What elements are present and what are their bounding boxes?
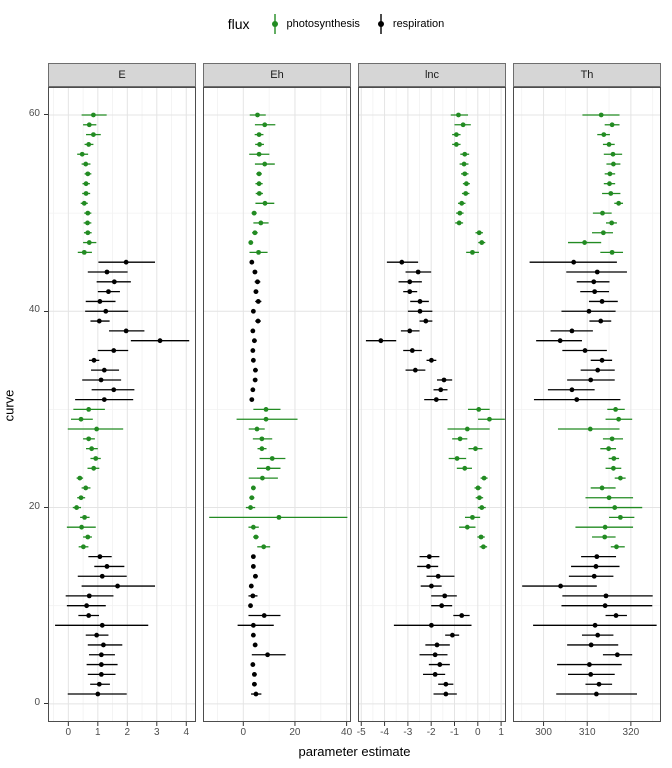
estimate-point — [429, 623, 434, 628]
estimate-point — [611, 466, 616, 471]
estimate-point — [407, 289, 412, 294]
estimate-point — [85, 211, 90, 216]
estimate-point — [418, 299, 423, 304]
estimate-point — [99, 652, 104, 657]
estimate-point — [426, 564, 431, 569]
estimate-point — [259, 446, 264, 451]
estimate-point — [465, 525, 470, 530]
estimate-point — [248, 505, 253, 510]
legend-label: respiration — [392, 18, 445, 30]
estimate-point — [611, 456, 616, 461]
estimate-point — [99, 378, 104, 383]
y-tick-label: 20 — [28, 500, 40, 512]
estimate-point — [91, 466, 96, 471]
estimate-point — [407, 279, 412, 284]
estimate-point — [558, 584, 563, 589]
estimate-point — [599, 113, 604, 118]
estimate-point — [442, 378, 447, 383]
estimate-point — [253, 270, 258, 275]
estimate-point — [423, 319, 428, 324]
estimate-point — [115, 584, 120, 589]
estimate-point — [611, 162, 616, 167]
estimate-point — [265, 652, 270, 657]
estimate-point — [262, 162, 267, 167]
estimate-point — [84, 603, 89, 608]
estimate-point — [595, 368, 600, 373]
estimate-point — [253, 643, 258, 648]
estimate-point — [456, 113, 461, 118]
facet-strip-Eh: Eh — [203, 63, 351, 87]
estimate-point — [399, 260, 404, 265]
estimate-point — [79, 495, 84, 500]
estimate-point — [418, 309, 423, 314]
x-tick-label: 300 — [535, 727, 552, 738]
estimate-point — [600, 211, 605, 216]
estimate-point — [254, 692, 259, 697]
estimate-point — [253, 378, 258, 383]
estimate-point — [587, 662, 592, 667]
estimate-point — [264, 417, 269, 422]
estimate-point — [84, 191, 89, 196]
estimate-point — [252, 682, 257, 687]
estimate-point — [587, 309, 592, 314]
x-tick-label: 1 — [95, 727, 101, 738]
estimate-point — [457, 211, 462, 216]
estimate-point — [251, 358, 256, 363]
estimate-point — [250, 387, 255, 392]
estimate-point — [455, 456, 460, 461]
estimate-point — [105, 270, 110, 275]
estimate-point — [251, 486, 256, 491]
estimate-point — [434, 397, 439, 402]
estimate-point — [571, 260, 576, 265]
estimate-point — [588, 672, 593, 677]
panel-Eh — [203, 87, 351, 727]
estimate-point — [253, 368, 258, 373]
estimate-point — [158, 338, 163, 343]
estimate-point — [588, 427, 593, 432]
y-tick-label: 0 — [34, 696, 40, 708]
estimate-point — [250, 348, 255, 353]
estimate-point — [454, 132, 459, 137]
estimate-point — [257, 171, 262, 176]
estimate-point — [437, 662, 442, 667]
x-tick-label: 20 — [289, 727, 301, 738]
estimate-point — [257, 152, 262, 157]
facet-strip-lnc: lnc — [358, 63, 506, 87]
estimate-point — [111, 387, 116, 392]
y-tick-mark — [44, 703, 48, 704]
estimate-point — [255, 279, 260, 284]
estimate-point — [253, 230, 258, 235]
pointrange-key-icon — [376, 12, 386, 36]
estimate-point — [610, 436, 615, 441]
estimate-point — [249, 397, 254, 402]
estimate-point — [459, 613, 464, 618]
estimate-point — [94, 427, 99, 432]
estimate-point — [251, 633, 256, 638]
estimate-point — [614, 544, 619, 549]
estimate-point — [439, 603, 444, 608]
estimate-point — [85, 535, 90, 540]
estimate-point — [249, 260, 254, 265]
estimate-point — [257, 181, 262, 186]
estimate-point — [615, 652, 620, 657]
estimate-point — [86, 407, 91, 412]
estimate-point — [614, 613, 619, 618]
estimate-point — [462, 152, 467, 157]
estimate-point — [93, 456, 98, 461]
estimate-point — [618, 515, 623, 520]
estimate-point — [256, 299, 261, 304]
estimate-point — [82, 250, 87, 255]
estimate-point — [251, 623, 256, 628]
estimate-point — [582, 240, 587, 245]
estimate-point — [477, 230, 482, 235]
estimate-point — [263, 201, 268, 206]
estimate-point — [610, 250, 615, 255]
estimate-point — [608, 171, 613, 176]
estimate-point — [257, 191, 262, 196]
estimate-point — [84, 181, 89, 186]
estimate-point — [112, 279, 117, 284]
estimate-point — [256, 319, 261, 324]
panel-Th — [513, 87, 661, 727]
estimate-point — [598, 319, 603, 324]
estimate-point — [254, 289, 259, 294]
estimate-point — [87, 240, 92, 245]
y-axis-title: curve — [1, 389, 17, 422]
estimate-point — [111, 348, 116, 353]
estimate-point — [257, 132, 262, 137]
estimate-point — [252, 672, 257, 677]
estimate-point — [260, 476, 265, 481]
estimate-point — [251, 564, 256, 569]
estimate-point — [105, 564, 110, 569]
estimate-point — [595, 633, 600, 638]
estimate-point — [94, 633, 99, 638]
estimate-point — [607, 142, 612, 147]
x-tick-label: -2 — [426, 727, 436, 738]
estimate-point — [479, 535, 484, 540]
estimate-point — [429, 584, 434, 589]
estimate-point — [443, 692, 448, 697]
estimate-point — [602, 535, 607, 540]
estimate-point — [477, 495, 482, 500]
estimate-point — [558, 338, 563, 343]
estimate-point — [249, 495, 254, 500]
x-tick-label: -3 — [403, 727, 413, 738]
estimate-point — [607, 495, 612, 500]
facet-strip-E: E — [48, 63, 196, 87]
estimate-point — [591, 279, 596, 284]
x-tick-label: 0 — [65, 727, 72, 738]
legend — [0, 12, 672, 36]
estimate-point — [79, 417, 84, 422]
estimate-point — [270, 456, 275, 461]
estimate-point — [429, 358, 434, 363]
estimate-point — [473, 446, 478, 451]
estimate-point — [82, 515, 87, 520]
estimate-point — [262, 122, 267, 127]
estimate-point — [482, 476, 487, 481]
estimate-point — [609, 221, 614, 226]
panel-canvas — [48, 87, 196, 727]
estimate-point — [87, 593, 92, 598]
estimate-point — [618, 476, 623, 481]
estimate-point — [83, 162, 88, 167]
estimate-point — [436, 574, 441, 579]
estimate-point — [255, 427, 260, 432]
x-tick-label: 320 — [622, 727, 640, 738]
estimate-point — [457, 221, 462, 226]
estimate-point — [462, 162, 467, 167]
estimate-point — [249, 584, 254, 589]
estimate-point — [612, 505, 617, 510]
estimate-point — [588, 378, 593, 383]
estimate-point — [103, 309, 108, 314]
estimate-point — [77, 476, 82, 481]
estimate-point — [97, 319, 102, 324]
y-tick-label: 40 — [28, 304, 40, 316]
estimate-point — [251, 309, 256, 314]
estimate-point — [256, 250, 261, 255]
x-tick-label: -1 — [450, 727, 459, 738]
estimate-point — [86, 142, 91, 147]
estimate-point — [82, 201, 87, 206]
estimate-point — [479, 240, 484, 245]
estimate-point — [476, 407, 481, 412]
pointrange-key-icon — [270, 12, 280, 36]
estimate-point — [248, 240, 253, 245]
estimate-point — [479, 505, 484, 510]
estimate-point — [487, 417, 492, 422]
estimate-point — [91, 113, 96, 118]
estimate-point — [435, 643, 440, 648]
estimate-point — [600, 299, 605, 304]
estimate-point — [600, 358, 605, 363]
y-tick-mark — [44, 507, 48, 508]
estimate-point — [616, 201, 621, 206]
estimate-point — [99, 662, 104, 667]
estimate-point — [442, 593, 447, 598]
estimate-point — [601, 230, 606, 235]
estimate-point — [595, 270, 600, 275]
estimate-point — [85, 171, 90, 176]
legend-title: flux — [227, 16, 250, 32]
legend-label: photosynthesis — [286, 18, 360, 30]
estimate-point — [570, 328, 575, 333]
x-tick-label: 0 — [475, 727, 481, 738]
estimate-point — [252, 211, 257, 216]
estimate-point — [464, 181, 469, 186]
estimate-point — [378, 338, 383, 343]
facet-strip-Th: Th — [513, 63, 661, 87]
estimate-point — [124, 260, 129, 265]
estimate-point — [461, 122, 466, 127]
estimate-point — [594, 554, 599, 559]
estimate-point — [462, 171, 467, 176]
estimate-point — [476, 486, 481, 491]
estimate-point — [427, 554, 432, 559]
estimate-point — [611, 152, 616, 157]
estimate-point — [101, 643, 106, 648]
estimate-point — [459, 201, 464, 206]
estimate-point — [86, 436, 91, 441]
estimate-point — [470, 515, 475, 520]
estimate-point — [81, 544, 86, 549]
estimate-point — [603, 603, 608, 608]
estimate-point — [248, 603, 253, 608]
estimate-point — [616, 417, 621, 422]
estimate-point — [610, 122, 615, 127]
estimate-point — [454, 142, 459, 147]
estimate-point — [410, 348, 415, 353]
estimate-point — [450, 633, 455, 638]
estimate-point — [593, 623, 598, 628]
estimate-point — [97, 554, 102, 559]
estimate-point — [253, 574, 258, 579]
x-axis-title: parameter estimate — [298, 744, 411, 759]
estimate-point — [106, 289, 111, 294]
estimate-point — [264, 407, 269, 412]
x-tick-label: 4 — [183, 727, 190, 738]
x-tick-label: -5 — [356, 727, 366, 738]
estimate-point — [97, 299, 102, 304]
estimate-point — [606, 446, 611, 451]
x-tick-label: 310 — [578, 727, 596, 738]
estimate-point — [99, 672, 104, 677]
estimate-point — [470, 250, 475, 255]
estimate-point — [92, 358, 97, 363]
estimate-point — [87, 122, 92, 127]
estimate-point — [570, 387, 575, 392]
panel-lnc — [358, 87, 506, 727]
estimate-point — [261, 544, 266, 549]
y-tick-mark — [44, 114, 48, 115]
estimate-point — [433, 652, 438, 657]
estimate-point — [465, 427, 470, 432]
estimate-point — [250, 662, 255, 667]
estimate-point — [594, 564, 599, 569]
estimate-point — [85, 221, 90, 226]
estimate-point — [95, 692, 100, 697]
estimate-point — [443, 682, 448, 687]
estimate-point — [613, 407, 618, 412]
estimate-point — [262, 613, 267, 618]
estimate-point — [589, 643, 594, 648]
estimate-point — [481, 544, 486, 549]
estimate-point — [266, 466, 271, 471]
estimate-point — [79, 525, 84, 530]
estimate-point — [600, 486, 605, 491]
estimate-point — [74, 505, 79, 510]
estimate-point — [80, 152, 85, 157]
estimate-point — [255, 113, 260, 118]
estimate-point — [438, 387, 443, 392]
panel-canvas — [203, 87, 351, 727]
estimate-point — [91, 132, 96, 137]
estimate-point — [252, 338, 257, 343]
estimate-point — [258, 221, 263, 226]
estimate-point — [86, 613, 91, 618]
estimate-point — [259, 436, 264, 441]
estimate-point — [254, 535, 259, 540]
x-tick-label: 0 — [240, 727, 247, 738]
estimate-point — [251, 554, 256, 559]
x-tick-label: 1 — [498, 727, 504, 738]
estimate-point — [433, 672, 438, 677]
estimate-point — [250, 328, 255, 333]
estimate-point — [100, 623, 105, 628]
estimate-point — [458, 436, 463, 441]
estimate-point — [100, 574, 105, 579]
x-tick-label: -4 — [380, 727, 390, 738]
estimate-point — [89, 446, 94, 451]
estimate-point — [277, 515, 282, 520]
estimate-point — [601, 132, 606, 137]
legend-item-photosynthesis — [270, 12, 360, 36]
x-tick-label: 2 — [124, 727, 131, 738]
panel-canvas — [513, 87, 661, 727]
x-tick-label: 3 — [154, 727, 160, 738]
estimate-point — [85, 230, 90, 235]
estimate-point — [83, 486, 88, 491]
estimate-point — [413, 368, 418, 373]
estimate-point — [583, 348, 588, 353]
estimate-point — [97, 682, 102, 687]
panel-canvas — [358, 87, 506, 727]
estimate-point — [607, 181, 612, 186]
estimate-point — [604, 593, 609, 598]
estimate-point — [592, 289, 597, 294]
legend-item-respiration — [376, 12, 444, 36]
estimate-point — [251, 525, 256, 530]
estimate-point — [416, 270, 421, 275]
estimate-point — [407, 328, 412, 333]
estimate-point — [102, 368, 107, 373]
estimate-point — [250, 593, 255, 598]
estimate-point — [594, 692, 599, 697]
estimate-point — [603, 525, 608, 530]
x-tick-label: 40 — [341, 727, 353, 738]
estimate-point — [597, 682, 602, 687]
estimate-point — [257, 142, 262, 147]
estimate-point — [462, 466, 467, 471]
y-tick-label: 60 — [28, 107, 40, 119]
estimate-point — [463, 191, 468, 196]
estimate-point — [574, 397, 579, 402]
y-tick-mark — [44, 311, 48, 312]
panel-E — [48, 87, 196, 727]
estimate-point — [592, 574, 597, 579]
estimate-point — [124, 328, 129, 333]
estimate-point — [608, 191, 613, 196]
estimate-point — [102, 397, 107, 402]
